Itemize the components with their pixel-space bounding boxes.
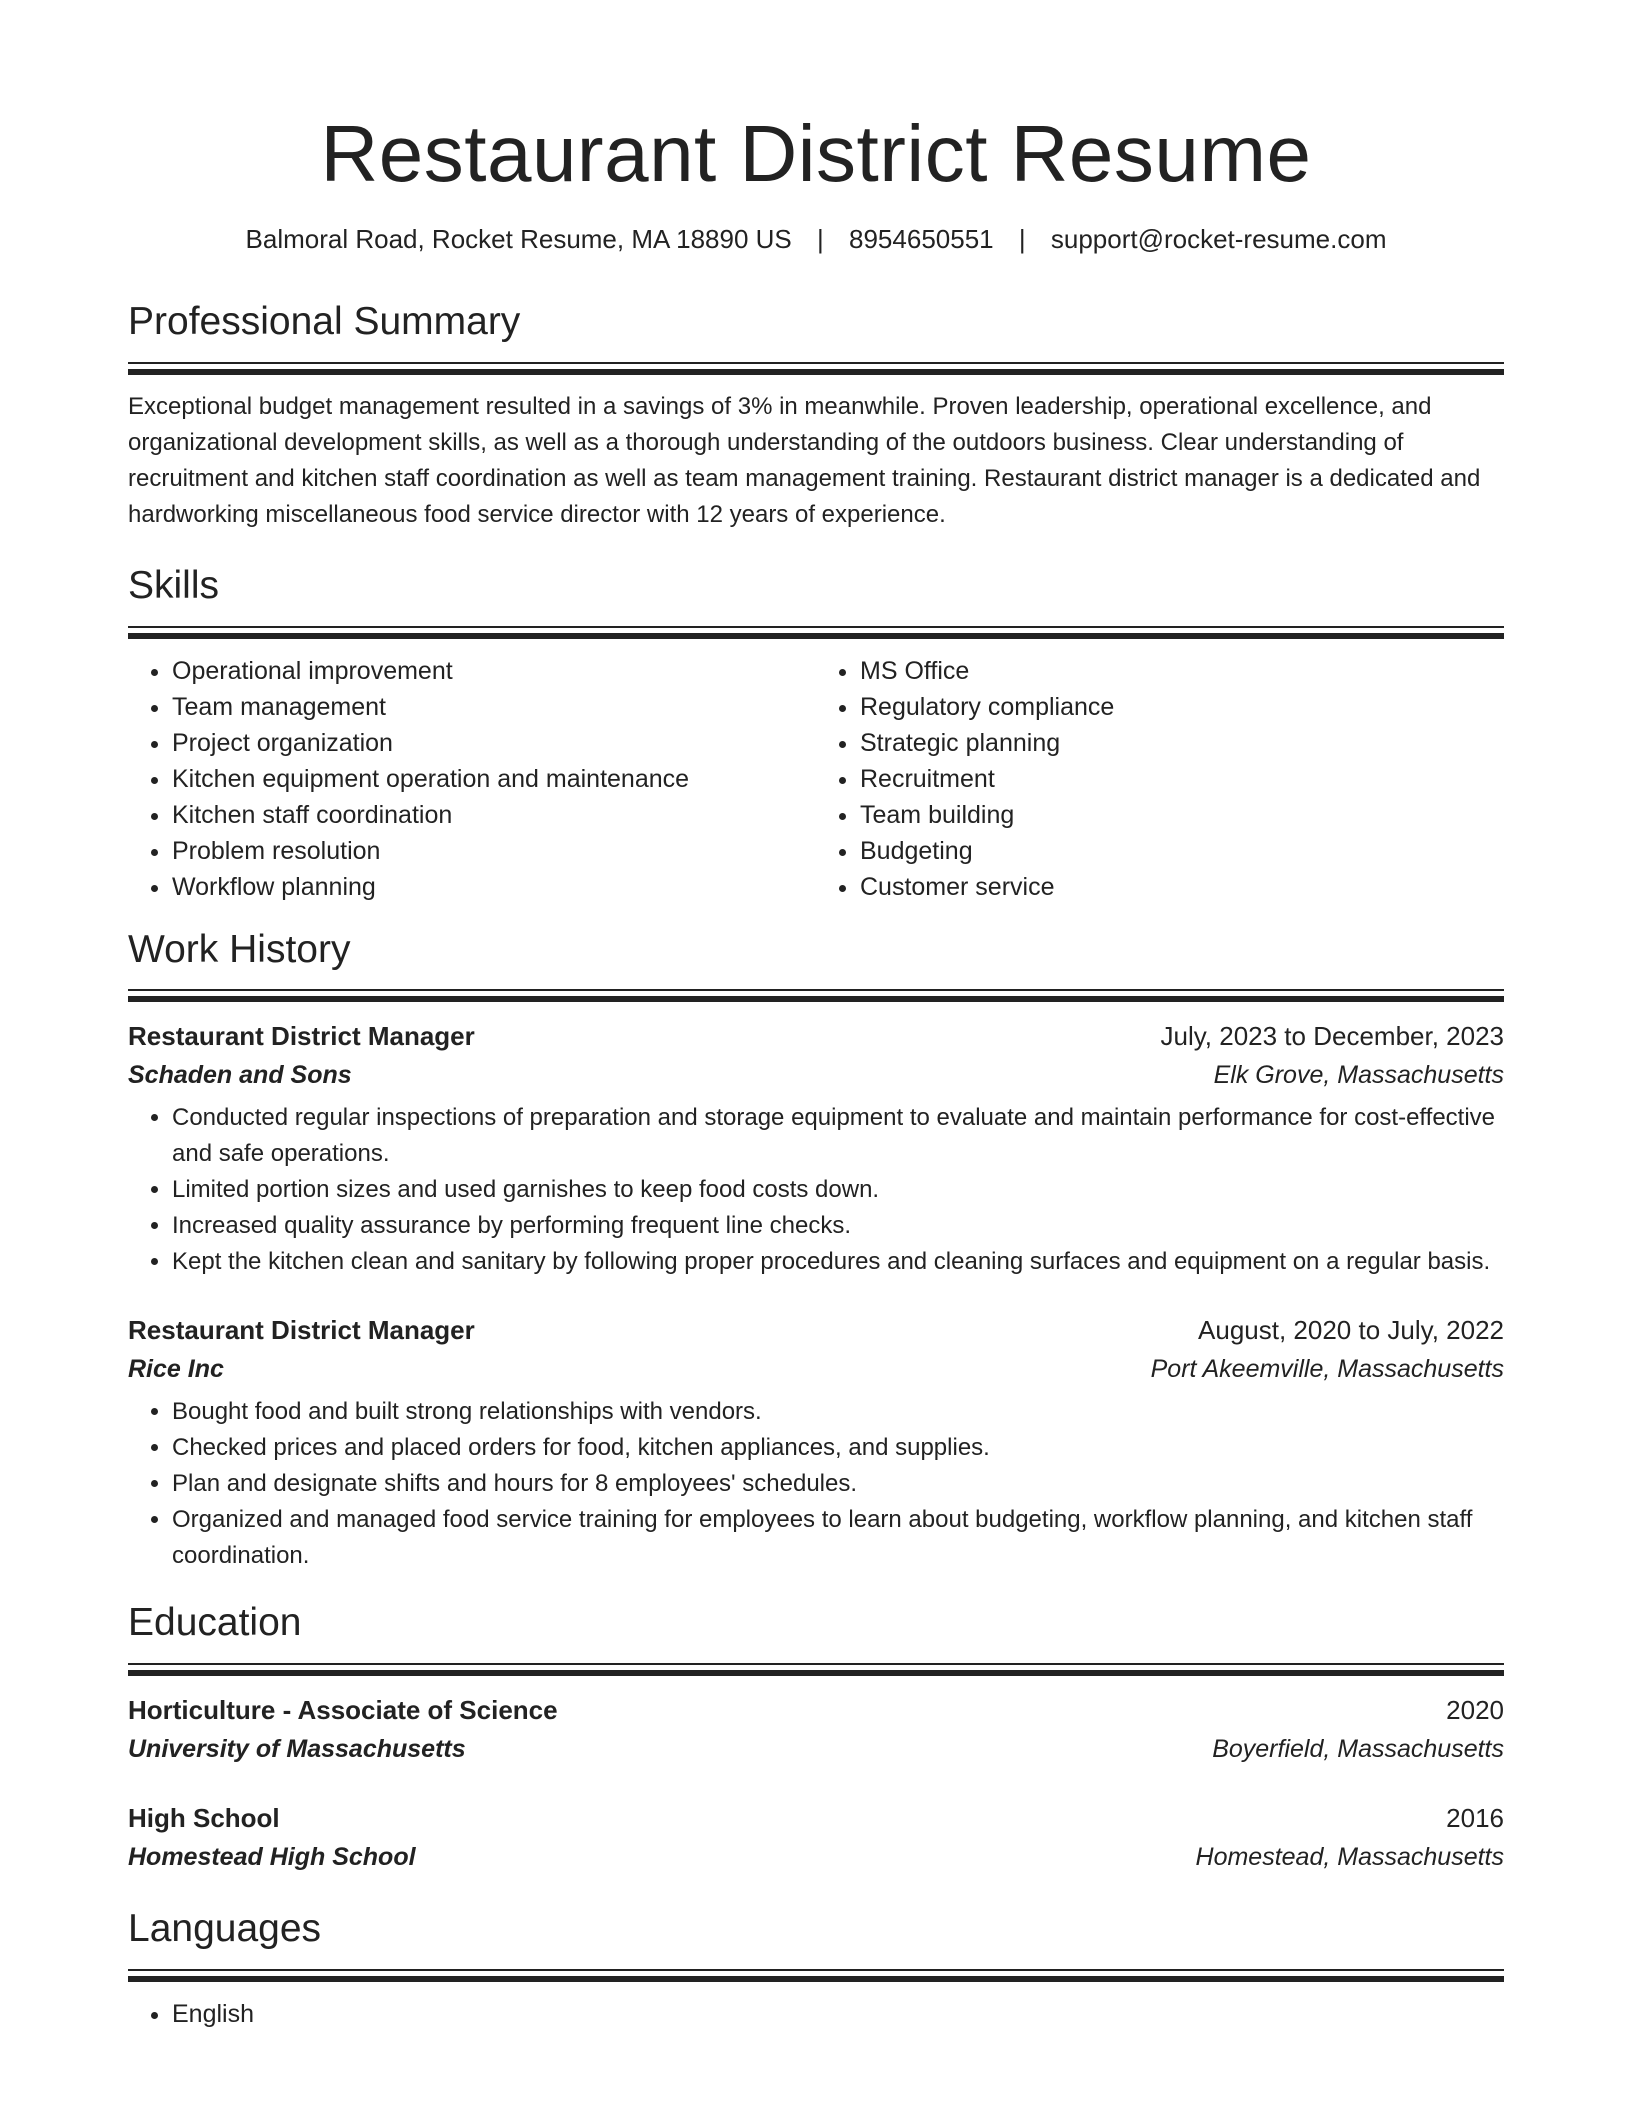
skill-item: • Recruitment xyxy=(860,761,1504,797)
section-title-skills: Skills xyxy=(128,563,220,607)
contact-separator: | xyxy=(1018,224,1026,254)
languages-section xyxy=(128,1906,1504,2032)
job-bullet: • Limited portion sizes and used garnishes to keep food costs down. xyxy=(172,1172,1504,1208)
contact-email: support@rocket-resume.com xyxy=(1050,224,1387,254)
education-location: Boyerfield, Massachusetts xyxy=(1212,1735,1504,1764)
skill-item: • Kitchen equipment operation and maintenance xyxy=(172,761,816,797)
job-header-row xyxy=(128,1016,1504,1056)
education-entry xyxy=(128,1798,1504,1876)
contact-separator: | xyxy=(817,224,824,254)
job-bullet: • Kept the kitchen clean and sanitary by following proper procedures and cleaning surfaces and equipment on a regular basis. xyxy=(172,1244,1504,1280)
skill-item: • Customer service xyxy=(860,869,1504,905)
section-title-work: Work History xyxy=(128,927,351,971)
skill-item: • Workflow planning xyxy=(172,869,816,905)
job-bullet: • Organized and managed food service training for employees to learn about budgeting, workflow planning, and kitchen staff coordination. xyxy=(172,1502,1504,1574)
contact-address: Balmoral Road, Rocket Resume, MA 18890 US xyxy=(245,224,792,254)
skill-item: • MS Office xyxy=(860,653,1504,689)
section-divider xyxy=(128,1663,1504,1676)
education-header-row xyxy=(128,1798,1504,1838)
job-company: Schaden and Sons xyxy=(128,1061,352,1090)
job-location: Elk Grove, Massachusetts xyxy=(1213,1061,1504,1090)
section-title-education: Education xyxy=(128,1601,302,1645)
skill-item: • Team management xyxy=(172,689,816,725)
contact-line xyxy=(128,224,1504,255)
job-entry xyxy=(128,1016,1504,1280)
job-bullets xyxy=(128,1394,1504,1574)
education-location: Homestead, Massachusetts xyxy=(1195,1843,1504,1872)
job-entry xyxy=(128,1310,1504,1574)
section-title-languages: Languages xyxy=(128,1907,322,1951)
language-item: • English xyxy=(172,1996,1504,2032)
education-school-row xyxy=(128,1838,1504,1876)
job-position: Restaurant District Manager xyxy=(128,1315,475,1346)
summary-text: Exceptional budget management resulted in a savings of 3% in meanwhile. Proven leadership, operational excellence, and organizational development skills, as well as a thorough understanding of the outdoors business. Clear understanding of recruitment and kitchen staff coordination as well as team management training. Restaurant district manager is a dedicated and hardworking miscellaneous food service director with 12 years of experience. xyxy=(128,392,1481,528)
job-bullet: • Increased quality assurance by performing frequent line checks. xyxy=(172,1208,1504,1244)
skills-section xyxy=(128,563,1504,905)
job-bullet: • Bought food and built strong relationships with vendors. xyxy=(172,1394,1504,1430)
work-section xyxy=(128,927,1504,1575)
skill-item: • Budgeting xyxy=(860,833,1504,869)
section-divider xyxy=(128,362,1504,375)
skill-item: • Team building xyxy=(860,797,1504,833)
section-divider xyxy=(128,1969,1504,1982)
section-title-summary: Professional Summary xyxy=(128,300,521,343)
education-school: University of Massachusetts xyxy=(128,1735,466,1764)
education-entry xyxy=(128,1690,1504,1768)
education-degree: High School xyxy=(128,1803,280,1834)
skill-item: • Project organization xyxy=(172,725,816,761)
job-dates: August, 2020 to July, 2022 xyxy=(1198,1315,1504,1346)
education-school: Homestead High School xyxy=(128,1843,416,1872)
education-header-row xyxy=(128,1690,1504,1730)
education-school-row xyxy=(128,1730,1504,1768)
skill-item: • Regulatory compliance xyxy=(860,689,1504,725)
job-header-row xyxy=(128,1310,1504,1350)
education-year: 2020 xyxy=(1446,1695,1504,1726)
job-location: Port Akeemville, Massachusetts xyxy=(1150,1355,1504,1384)
job-position: Restaurant District Manager xyxy=(128,1021,475,1052)
languages-list xyxy=(128,1996,1504,2032)
job-company-row xyxy=(128,1350,1504,1388)
resume-title: Restaurant District Resume xyxy=(320,109,1312,198)
job-bullets xyxy=(128,1100,1504,1280)
skills-list-right xyxy=(816,653,1504,905)
job-company: Rice Inc xyxy=(128,1355,224,1384)
job-bullet: • Checked prices and placed orders for food, kitchen appliances, and supplies. xyxy=(172,1430,1504,1466)
section-divider xyxy=(128,989,1504,1002)
education-degree: Horticulture - Associate of Science xyxy=(128,1695,558,1726)
education-year: 2016 xyxy=(1446,1803,1504,1834)
section-divider xyxy=(128,626,1504,639)
education-section xyxy=(128,1600,1504,1876)
skill-item: • Kitchen staff coordination xyxy=(172,797,816,833)
skill-item: • Operational improvement xyxy=(172,653,816,689)
skill-item: • Problem resolution xyxy=(172,833,816,869)
job-bullet: • Plan and designate shifts and hours for 8 employees' schedules. xyxy=(172,1466,1504,1502)
job-dates: July, 2023 to December, 2023 xyxy=(1160,1021,1504,1052)
summary-section xyxy=(128,299,1504,533)
skill-item: • Strategic planning xyxy=(860,725,1504,761)
contact-phone: 8954650551 xyxy=(849,224,994,254)
skills-columns xyxy=(128,653,1504,905)
skills-list-left xyxy=(128,653,816,905)
job-company-row xyxy=(128,1056,1504,1094)
job-bullet: • Conducted regular inspections of preparation and storage equipment to evaluate and maintain performance for cost-effective and safe operations. xyxy=(172,1100,1504,1172)
